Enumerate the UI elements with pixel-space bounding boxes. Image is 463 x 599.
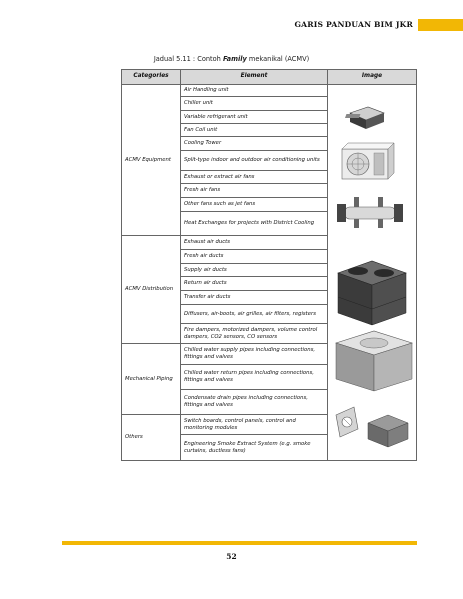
ceiling-cassette-unit-image bbox=[345, 107, 384, 129]
element-cell: Engineering Smoke Extract System (e.g. smoke curtains, ductless fans) bbox=[181, 435, 328, 461]
element-cell: Exhaust air ducts bbox=[181, 236, 328, 250]
element-cell: Variable refrigerant unit bbox=[181, 111, 328, 124]
element-cell: Other fans such as jet fans bbox=[181, 198, 328, 212]
element-cell: Fresh air ducts bbox=[181, 250, 328, 264]
element-cell: Fresh air fans bbox=[181, 184, 328, 198]
category-acmv-equipment: ACMV Equipment bbox=[122, 85, 181, 236]
element-cell: Supply air ducts bbox=[181, 264, 328, 277]
element-cell: Fan Coil unit bbox=[181, 124, 328, 137]
element-cell: Diffusers, air-boots, air grilles, air filters, registers bbox=[181, 305, 328, 324]
image-cell bbox=[328, 85, 417, 461]
wall-grille-image bbox=[336, 407, 358, 437]
document-header-title: GARIS PANDUAN BIM JKR bbox=[294, 20, 413, 29]
caption-emphasis: Family bbox=[222, 55, 247, 63]
table-caption bbox=[0, 55, 463, 63]
element-cell: Air Handling unit bbox=[181, 85, 328, 97]
column-header-image: Image bbox=[328, 70, 417, 85]
table-header-row bbox=[122, 70, 417, 85]
category-acmv-distribution: ACMV Distribution bbox=[122, 236, 181, 344]
column-header-element: Element bbox=[181, 70, 328, 85]
element-cell: Chilled water return pipes including connections, fittings and valves bbox=[181, 365, 328, 390]
element-cell: Transfer air ducts bbox=[181, 291, 328, 305]
footer-accent-bar bbox=[62, 541, 417, 545]
heat-exchanger-image bbox=[337, 197, 403, 228]
element-cell: Heat Exchanges for projects with District Cooling bbox=[181, 212, 328, 236]
air-handling-unit-image bbox=[336, 331, 412, 391]
header-accent-bar bbox=[418, 19, 463, 31]
page-number: 52 bbox=[226, 552, 237, 561]
caption-suffix: mekanikal (ACMV) bbox=[246, 55, 310, 63]
element-cell: Switch boards, control panels, control and monitoring modules bbox=[181, 415, 328, 435]
equipment-illustrations bbox=[328, 85, 417, 459]
element-cell: Return air ducts bbox=[181, 277, 328, 291]
caption-prefix: Jadual 5.11 : Contoh bbox=[153, 55, 223, 63]
split-outdoor-unit-image bbox=[342, 143, 394, 179]
element-cell: Chiller unit bbox=[181, 97, 328, 111]
element-cell: Cooling Tower bbox=[181, 137, 328, 151]
element-cell: Chilled water supply pipes including connections, fittings and valves bbox=[181, 344, 328, 365]
cooling-tower-image bbox=[338, 261, 406, 325]
element-cell: Condensate drain pipes including connections, fittings and valves bbox=[181, 390, 328, 415]
table-row bbox=[122, 85, 417, 97]
category-mechanical-piping: Mechanical Piping bbox=[122, 344, 181, 415]
element-cell: Exhaust or extract air fans bbox=[181, 171, 328, 184]
category-others: Others bbox=[122, 415, 181, 461]
acmv-family-table bbox=[121, 69, 417, 461]
element-cell: Fire dampers, motorized dampers, volume control dampers, CO2 sensors, CO sensors bbox=[181, 324, 328, 344]
element-cell: Split-type indoor and outdoor air conditioning units bbox=[181, 151, 328, 171]
column-header-categories: Categories bbox=[122, 70, 181, 85]
